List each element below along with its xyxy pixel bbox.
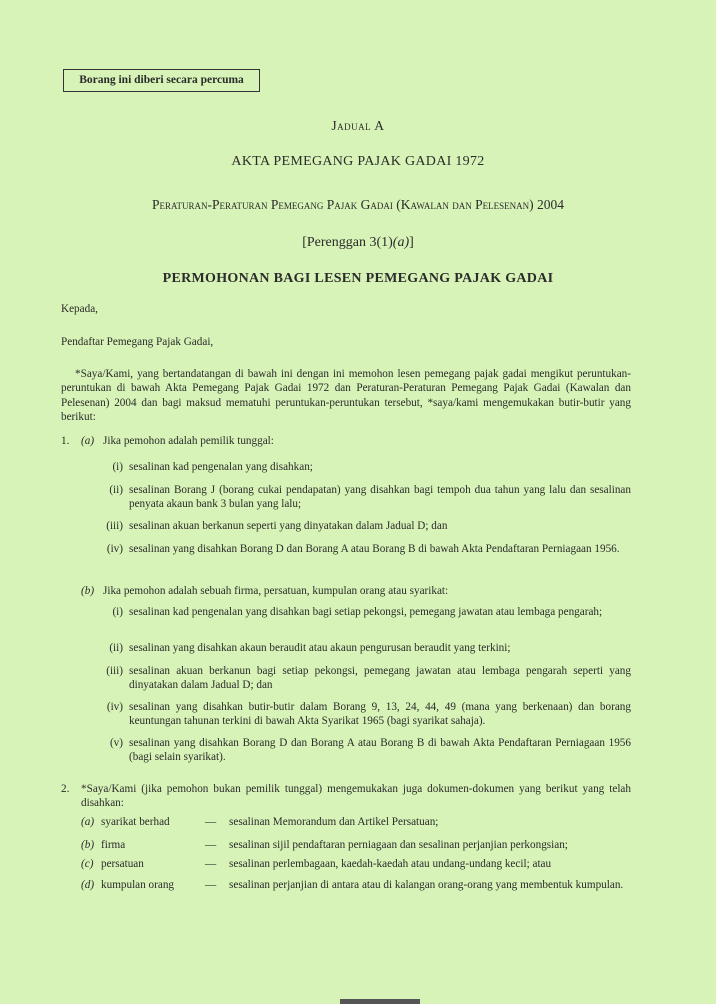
item-1b-ii-text: sesalinan yang disahkan akaun beraudit atau akaun pengurusan beraudit yang terkini; [129,642,511,654]
schedule-heading: Jadual A [331,118,385,133]
free-form-notice: Borang ini diberi secara percuma [63,69,260,92]
item-1b-i-text: sesalinan kad pengenalan yang disahkan bagi setiap pekongsi, pemegang jawatan atau lembaga pengarah; [129,606,603,618]
item-2a-label: (a) [81,816,95,828]
item-2d-entity: kumpulan orang [101,879,175,891]
item-2d-label: (d) [81,879,95,891]
act-title: AKTA PEMEGANG PAJAK GADAI 1972 [231,154,485,169]
item-1a-iii-text: sesalinan akuan berkanun seperti yang dinyatakan dalam Jadual D; dan [129,520,448,532]
item-1b-iv-number: (iv) [106,701,123,713]
paragraph-reference: [Perenggan 3(1)(a)] [302,235,414,250]
item-2d-dash: — [205,879,217,891]
item-1a-ii-text: sesalinan Borang J (borang cukai pendapatan) yang disahkan bagi tempoh dua tahun yang lalu dan sesalinan penyata akaun bank 3 bulan yang lalu; [129,484,631,511]
item-2c-label: (c) [81,858,94,870]
scan-edge-mark [340,999,420,1004]
item-2c-doc: sesalinan perlembagaan, kaedah-kaedah atau undang-undang kecil; atau [229,858,552,870]
item-2b-entity: firma [101,839,126,851]
item-1a-iv-number: (iv) [106,543,123,555]
item-1b-ii-number: (ii) [109,642,123,654]
item-2c-entity: persatuan [101,858,144,870]
item-1a-i-number: (i) [112,461,123,473]
item-1a-label: (a) [81,435,95,447]
item-1b-iv-text: sesalinan yang disahkan butir-butir dalam Borang 9, 13, 24, 44, 49 (mana yang berkenaan) dan borang keuntungan tahunan terkini di bawah Akta Syarikat 1965 (bagi syarikat sahaja). [129,701,631,728]
item-1a-ii-number: (ii) [109,484,123,496]
addressee: Pendaftar Pemegang Pajak Gadai, [61,336,214,348]
item-2-text: *Saya/Kami (jika pemohon bukan pemilik tunggal) mengemukakan juga dokumen-dokumen yang berikut yang telah disahkan: [81,783,631,810]
item-1b-v-number: (v) [109,737,123,749]
item-1a-i-text: sesalinan kad pengenalan yang disahkan; [129,461,313,473]
item-2a-doc: sesalinan Memorandum dan Artikel Persatuan; [229,816,439,828]
salutation: Kepada, [61,303,98,315]
form-title: PERMOHONAN BAGI LESEN PEMEGANG PAJAK GADAI [162,271,554,286]
item-2a-entity: syarikat berhad [101,816,170,828]
item-1b-iii-number: (iii) [106,665,123,677]
item-1b-i-number: (i) [112,606,123,618]
item-1b-label: (b) [81,585,95,597]
item-2d-doc: sesalinan perjanjian di antara atau di kalangan orang-orang yang membentuk kumpulan. [229,879,624,891]
item-2b-doc: sesalinan sijil pendaftaran perniagaan dan sesalinan perjanjian perkongsian; [229,839,568,851]
intro-paragraph: *Saya/Kami, yang bertandatangan di bawah ini dengan ini memohon lesen pemegang pajak gadai mengikut peruntukan-peruntukan di bawah Akta Pemegang Pajak Gadai 1972 dan Peraturan-Peraturan Pemegang Pajak Gadai (Kawalan dan Pelesenan) 2004 dan bagi maksud mematuhi peruntukan-peruntukan tersebut, *saya/kami mengemukakan butir-butir yang berikut: [61,368,631,423]
item-2b-label: (b) [81,839,95,851]
item-1a-iii-number: (iii) [106,520,123,532]
item-1b-iii-text: sesalinan akuan berkanun bagi setiap pekongsi, pemegang jawatan atau lembaga pengarah seperti yang dinyatakan dalam Jadual D; dan [129,665,631,692]
item-1a-text: Jika pemohon adalah pemilik tunggal: [103,435,274,447]
item-2b-dash: — [205,839,217,851]
item-1b-v-text: sesalinan yang disahkan Borang D dan Borang A atau Borang B di bawah Akta Pendaftaran Perniagaan 1956 (bagi selain syarikat). [129,737,631,764]
item-2-number: 2. [61,783,70,795]
item-1a-iv-text: sesalinan yang disahkan Borang D dan Borang A atau Borang B di bawah Akta Pendaftaran Perniagaan 1956. [129,543,620,555]
item-1b-text: Jika pemohon adalah sebuah firma, persatuan, kumpulan orang atau syarikat: [103,585,449,597]
item-1-number: 1. [61,435,70,447]
item-2a-dash: — [205,816,217,828]
item-2c-dash: — [205,858,217,870]
regulations-title: Peraturan-Peraturan Pemegang Pajak Gadai (Kawalan dan Pelesenan) 2004 [152,197,564,212]
